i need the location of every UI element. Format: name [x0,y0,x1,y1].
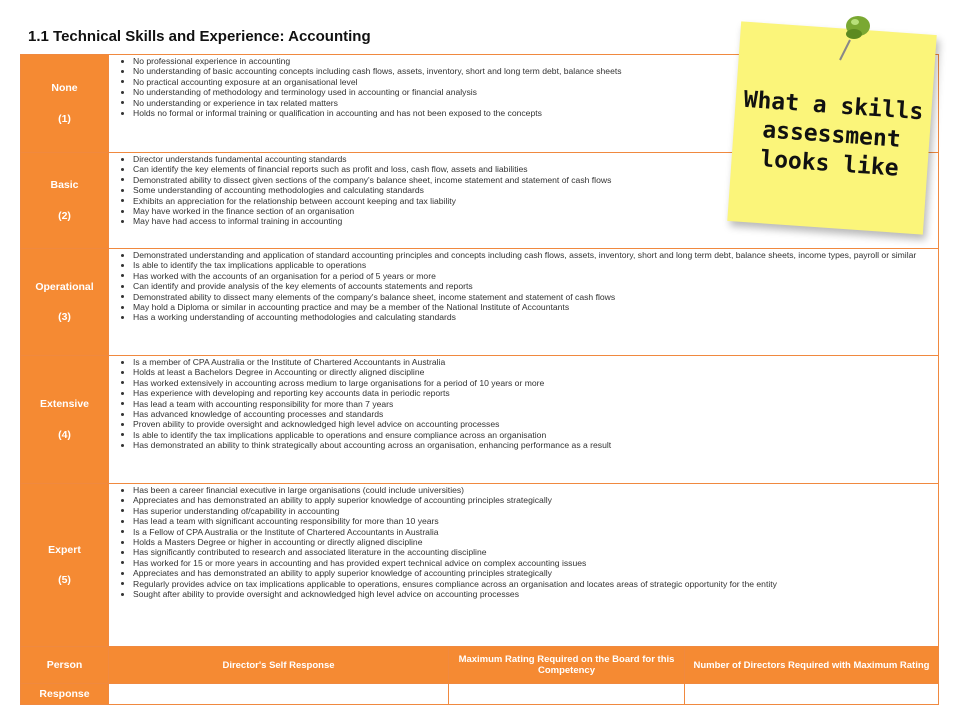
criteria-item: Some understanding of accounting methodologies and calculating standards [133,185,934,195]
level-label-operational [21,249,109,356]
level-row-operational [21,249,939,356]
page-title: 1.1 Technical Skills and Experience: Accounting [28,28,371,45]
criteria-item: May have had access to informal training in accounting [133,216,934,226]
criteria-item: Has worked extensively in accounting across medium to large organisations for a period of 10 years or more [133,378,934,388]
level-name: Basic [50,179,79,192]
response-label: Response [21,684,109,705]
sticky-note-text: What a skills assessment looks like [742,86,925,182]
criteria-item: Demonstrated ability to dissect many elements of the company's balance sheet, income statement and statement of cash flows [133,292,934,302]
criteria-item: Director understands fundamental accounting standards [133,154,934,164]
criteria-item: Has been a career financial executive in large organisations (could include universities) [133,485,934,495]
push-pin-icon [826,10,886,66]
criteria-item: Holds at least a Bachelors Degree in Accounting or directly aligned discipline [133,367,934,377]
criteria-item: Is able to identify the tax implications applicable to operations and ensure compliance across an organisation [133,430,934,440]
criteria-item: May hold a Diploma or similar in accounting practice and may be a member of the National Institute of Accountants [133,302,934,312]
footer-header-row [21,647,939,684]
level-description-extensive [109,356,939,484]
criteria-item: Exhibits an appreciation for the relationship between account keeping and tax liability [133,196,934,206]
level-number: (1) [58,112,71,125]
criteria-item: Is a Fellow of CPA Australia or the Institute of Chartered Accountants in Australia [133,527,934,537]
criteria-item: Has lead a team with accounting responsibility for more than 7 years [133,399,934,409]
level-number: (5) [58,574,71,586]
criteria-item: Has demonstrated an ability to think strategically about accounting across an organisation, enhancing performance as a result [133,440,934,450]
footer-response-row [21,684,939,705]
level-description-expert [109,484,939,647]
criteria-item: Appreciates and has demonstrated an ability to apply superior knowledge of accounting principles strategically [133,568,934,578]
level-number: (4) [58,428,71,441]
criteria-item: Can identify and provide analysis of the key elements of accounts statements and reports [133,281,934,291]
criteria-item: Demonstrated ability to dissect given sections of the company's balance sheet, income statement and statement of cash flows [133,175,934,185]
self-response-header: Director's Self Response [109,647,449,684]
max-rating-header: Maximum Rating Required on the Board for this Competency [449,647,685,684]
level-number: (3) [58,311,71,323]
level-label-none [21,55,109,153]
level-name: None [51,82,78,95]
criteria-item: Regularly provides advice on tax implications applicable to operations, ensures compliance across an organisation and locates areas of strategic opportunity for the entity [133,579,934,589]
criteria-item: Has a working understanding of accounting methodologies and calculating standards [133,312,934,322]
criteria-item: No understanding of basic accounting concepts including cash flows, assets, inventory, short and long term debt, balance sheets [133,66,934,76]
level-number: (2) [58,209,71,222]
level-description-operational [109,249,939,356]
level-label-extensive [21,356,109,484]
criteria-item: Has advanced knowledge of accounting processes and standards [133,409,934,419]
criteria-item: Proven ability to provide oversight and acknowledged high level advice on accounting processes [133,419,934,429]
criteria-item: Is a member of CPA Australia or the Institute of Chartered Accountants in Australia [133,357,934,367]
criteria-item: Has experience with developing and reporting key accounts data in periodic reports [133,388,934,398]
criteria-item: Holds a Masters Degree or higher in accounting or directly aligned discipline [133,537,934,547]
level-name: Extensive [39,398,90,411]
self-response-cell[interactable] [109,684,449,705]
criteria-item: Has lead a team with significant accounting responsibility for more than 10 years [133,516,934,526]
level-label-basic [21,153,109,249]
criteria-item: Has superior understanding of/capability in accounting [133,506,934,516]
criteria-item: Has worked with the accounts of an organisation for a period of 5 years or more [133,271,934,281]
level-row-expert [21,484,939,647]
criteria-item: Has worked for 15 or more years in accounting and has provided expert technical advice on complex accounting issues [133,558,934,568]
criteria-item: Demonstrated understanding and application of standard accounting principles and concepts including cash flows, assets, inventory, short and long term debt, balance sheets, income types, payroll or similar [133,250,934,260]
level-label-expert [21,484,109,647]
level-name: Expert [48,543,81,556]
criteria-item: No understanding or experience in tax related matters [133,98,934,108]
criteria-item: Is able to identify the tax implications applicable to operations [133,260,934,270]
criteria-item: Has significantly contributed to research and associated literature in the accounting discipline [133,547,934,557]
criteria-item: Can identify the key elements of financial reports such as profit and loss, cash flow, assets and liabilities [133,164,934,174]
num-directors-cell[interactable] [685,684,939,705]
person-label: Person [21,647,109,684]
criteria-item: May have worked in the finance section of an organisation [133,206,934,216]
criteria-item: Sought after ability to provide oversight and acknowledged high level advice on accounting processes [133,589,934,599]
criteria-item: Holds no formal or informal training or qualification in accounting and has not been exposed to the concepts [133,108,934,118]
max-rating-cell[interactable] [449,684,685,705]
num-directors-header: Number of Directors Required with Maximum Rating [685,647,939,684]
criteria-item: Appreciates and has demonstrated an ability to apply superior knowledge of accounting principles strategically [133,495,934,505]
level-name: Operational [35,280,94,293]
criteria-item: No practical accounting exposure at an organisational level [133,77,934,87]
criteria-item: No understanding of methodology and terminology used in accounting or financial analysis [133,87,934,97]
criteria-item: No professional experience in accounting [133,56,934,66]
level-row-extensive [21,356,939,484]
